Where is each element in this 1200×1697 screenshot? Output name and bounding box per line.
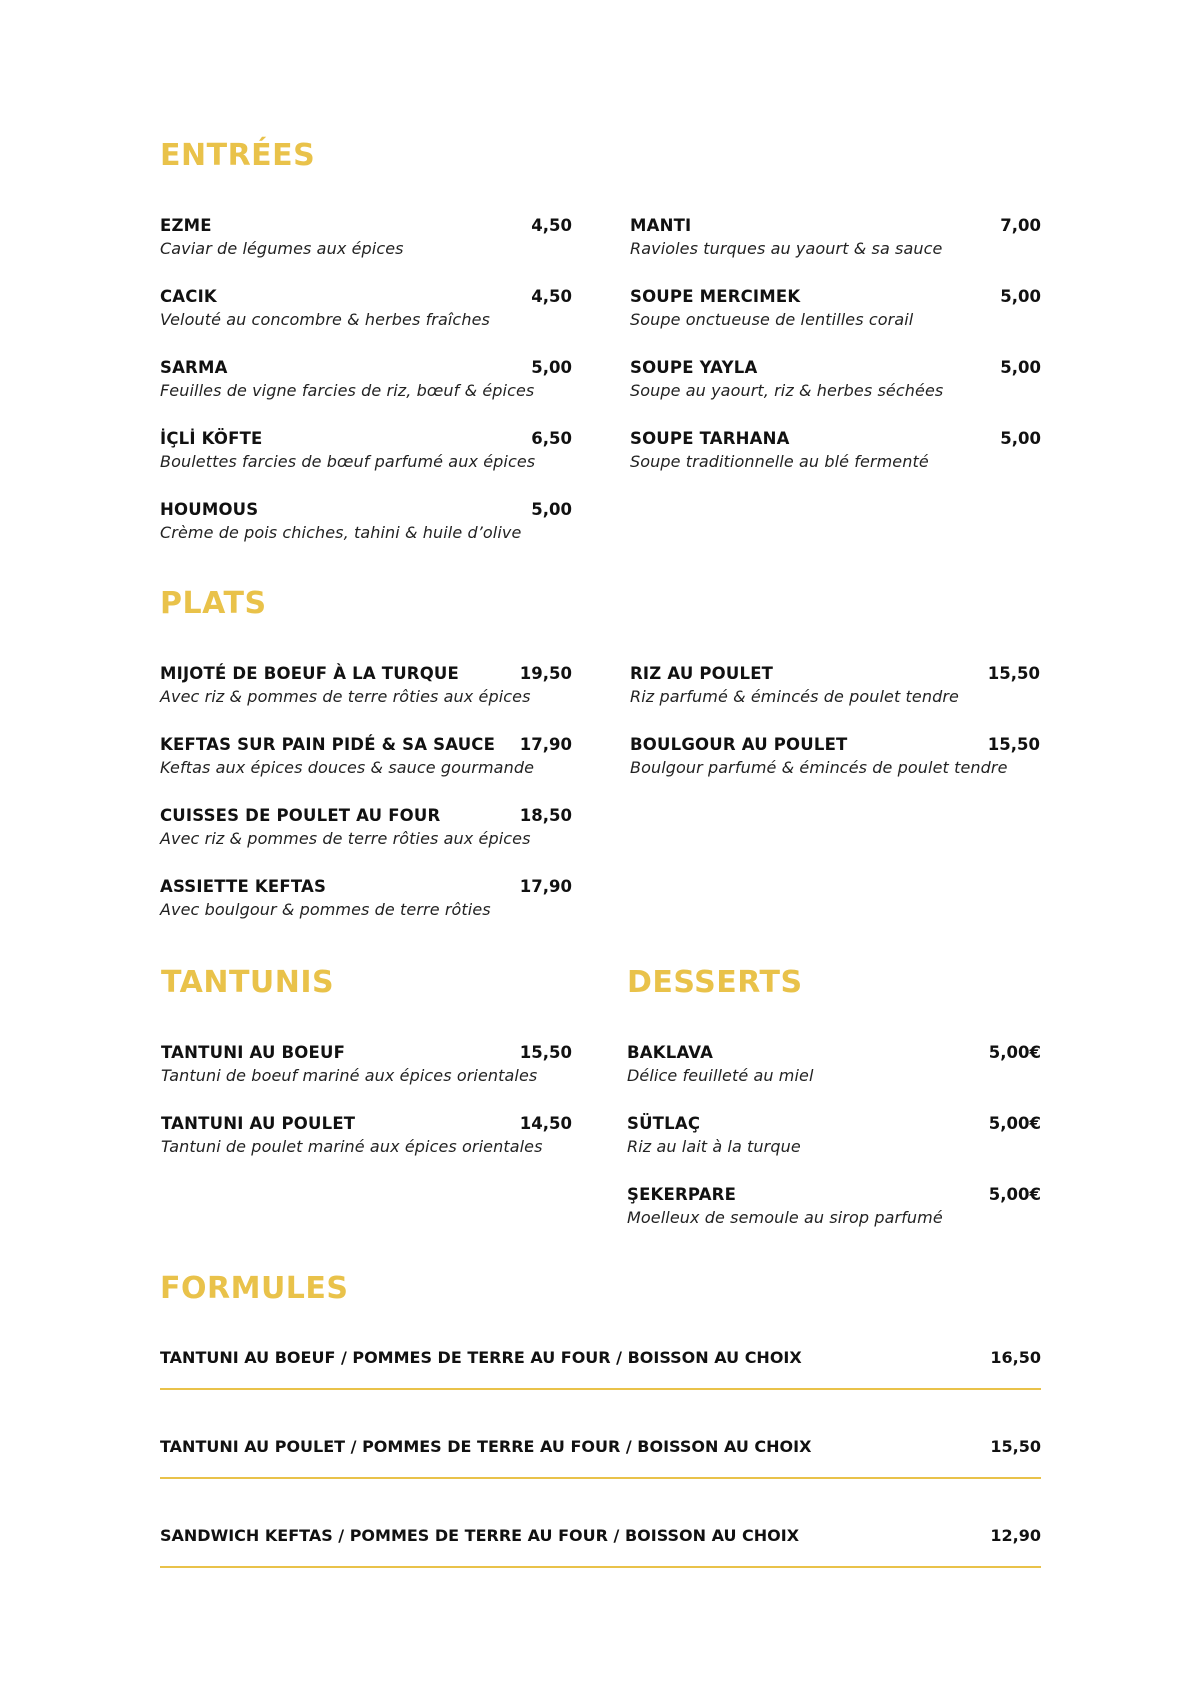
item-name: TANTUNI AU POULET (161, 1114, 356, 1133)
section-title-formules: FORMULES (160, 1271, 349, 1306)
item-name: CUISSES DE POULET AU FOUR (160, 806, 441, 825)
section-title-entrees: ENTRÉES (160, 138, 316, 173)
item-description: Ravioles turques au yaourt & sa sauce (630, 239, 943, 258)
formule-name: SANDWICH KEFTAS / POMMES DE TERRE AU FOUR / BOISSON AU CHOIX (160, 1526, 800, 1545)
item-name: BOULGOUR AU POULET (630, 735, 848, 754)
formule-name: TANTUNI AU POULET / POMMES DE TERRE AU FOUR / BOISSON AU CHOIX (160, 1437, 812, 1456)
item-name: CACIK (160, 287, 217, 306)
section-title-desserts: DESSERTS (627, 965, 803, 1000)
item-name: HOUMOUS (160, 500, 259, 519)
item-price: 5,00 (1000, 429, 1041, 448)
item-price: 17,90 (519, 877, 572, 896)
item-price: 15,50 (987, 735, 1040, 754)
item-description: Tantuni de poulet mariné aux épices orientales (161, 1137, 543, 1156)
item-name: ŞEKERPARE (627, 1185, 737, 1204)
formule-row (160, 1437, 1041, 1479)
formule-row (160, 1526, 1041, 1568)
item-description: Riz au lait à la turque (627, 1137, 801, 1156)
menu-item (627, 1043, 1041, 1114)
item-price: 4,50 (531, 287, 572, 306)
item-description: Boulettes farcies de bœuf parfumé aux épices (160, 452, 536, 471)
item-description: Keftas aux épices douces & sauce gourmande (160, 758, 535, 777)
menu-item (630, 287, 1041, 358)
item-name: MANTI (630, 216, 692, 235)
menu-item (160, 877, 572, 948)
menu-item (627, 1185, 1041, 1256)
item-name: İÇLİ KÖFTE (160, 429, 263, 448)
section-title-tantunis: TANTUNIS (161, 965, 335, 1000)
item-price: 5,00 (1000, 358, 1041, 377)
formule-price: 16,50 (990, 1348, 1041, 1367)
item-description: Riz parfumé & émincés de poulet tendre (630, 687, 959, 706)
menu-item (160, 287, 572, 358)
item-description: Feuilles de vigne farcies de riz, bœuf & épices (160, 381, 535, 400)
formule-price: 15,50 (990, 1437, 1041, 1456)
item-price: 6,50 (531, 429, 572, 448)
item-price: 19,50 (519, 664, 572, 683)
desserts-column (627, 1043, 1041, 1256)
menu-item (160, 216, 572, 287)
tantunis-column (161, 1043, 572, 1185)
item-price: 15,50 (987, 664, 1040, 683)
item-name: BAKLAVA (627, 1043, 714, 1062)
item-description: Avec riz & pommes de terre rôties aux épices (160, 687, 531, 706)
item-description: Velouté au concombre & herbes fraîches (160, 310, 490, 329)
item-name: TANTUNI AU BOEUF (161, 1043, 346, 1062)
menu-item (630, 216, 1041, 287)
item-name: ASSIETTE KEFTAS (160, 877, 327, 896)
formule-row (160, 1348, 1041, 1390)
item-description: Avec riz & pommes de terre rôties aux épices (160, 829, 531, 848)
item-description: Soupe onctueuse de lentilles corail (630, 310, 914, 329)
item-description: Tantuni de boeuf mariné aux épices orientales (161, 1066, 538, 1085)
menu-item (160, 735, 572, 806)
menu-item (160, 500, 572, 571)
menu-item (630, 735, 1040, 806)
item-name: SARMA (160, 358, 228, 377)
menu-item (630, 429, 1041, 500)
menu-item (161, 1043, 572, 1114)
item-price: 5,00 (531, 500, 572, 519)
formule-price: 12,90 (990, 1526, 1041, 1545)
item-name: RIZ AU POULET (630, 664, 774, 683)
item-name: SOUPE TARHANA (630, 429, 790, 448)
menu-item (630, 358, 1041, 429)
entrees-left-column (160, 216, 572, 571)
item-price: 15,50 (519, 1043, 572, 1062)
item-description: Moelleux de semoule au sirop parfumé (627, 1208, 943, 1227)
item-price: 5,00 (1000, 287, 1041, 306)
item-name: EZME (160, 216, 212, 235)
item-description: Boulgour parfumé & émincés de poulet tendre (630, 758, 1008, 777)
plats-right-column (630, 664, 1040, 806)
menu-item (161, 1114, 572, 1185)
item-price: 5,00 (531, 358, 572, 377)
plats-left-column (160, 664, 572, 948)
item-description: Crème de pois chiches, tahini & huile d’olive (160, 523, 522, 542)
item-price: 7,00 (1000, 216, 1041, 235)
item-name: KEFTAS SUR PAIN PIDÉ & SA SAUCE (160, 735, 496, 754)
item-description: Avec boulgour & pommes de terre rôties (160, 900, 491, 919)
formule-name: TANTUNI AU BOEUF / POMMES DE TERRE AU FOUR / BOISSON AU CHOIX (160, 1348, 802, 1367)
item-description: Caviar de légumes aux épices (160, 239, 404, 258)
menu-item (630, 664, 1040, 735)
item-price: 5,00€ (988, 1043, 1041, 1062)
item-name: SOUPE YAYLA (630, 358, 758, 377)
menu-item (160, 664, 572, 735)
item-price: 17,90 (519, 735, 572, 754)
item-name: SÜTLAÇ (627, 1114, 701, 1133)
entrees-right-column (630, 216, 1041, 500)
section-title-plats: PLATS (160, 586, 267, 621)
item-name: MIJOTÉ DE BOEUF À LA TURQUE (160, 664, 459, 683)
menu-item (160, 358, 572, 429)
menu-item (160, 806, 572, 877)
menu-item (627, 1114, 1041, 1185)
item-price: 4,50 (531, 216, 572, 235)
item-description: Délice feuilleté au miel (627, 1066, 814, 1085)
item-price: 5,00€ (988, 1185, 1041, 1204)
item-price: 5,00€ (988, 1114, 1041, 1133)
item-description: Soupe au yaourt, riz & herbes séchées (630, 381, 944, 400)
item-price: 14,50 (519, 1114, 572, 1133)
item-name: SOUPE MERCIMEK (630, 287, 801, 306)
menu-item (160, 429, 572, 500)
item-price: 18,50 (519, 806, 572, 825)
item-description: Soupe traditionnelle au blé fermenté (630, 452, 929, 471)
